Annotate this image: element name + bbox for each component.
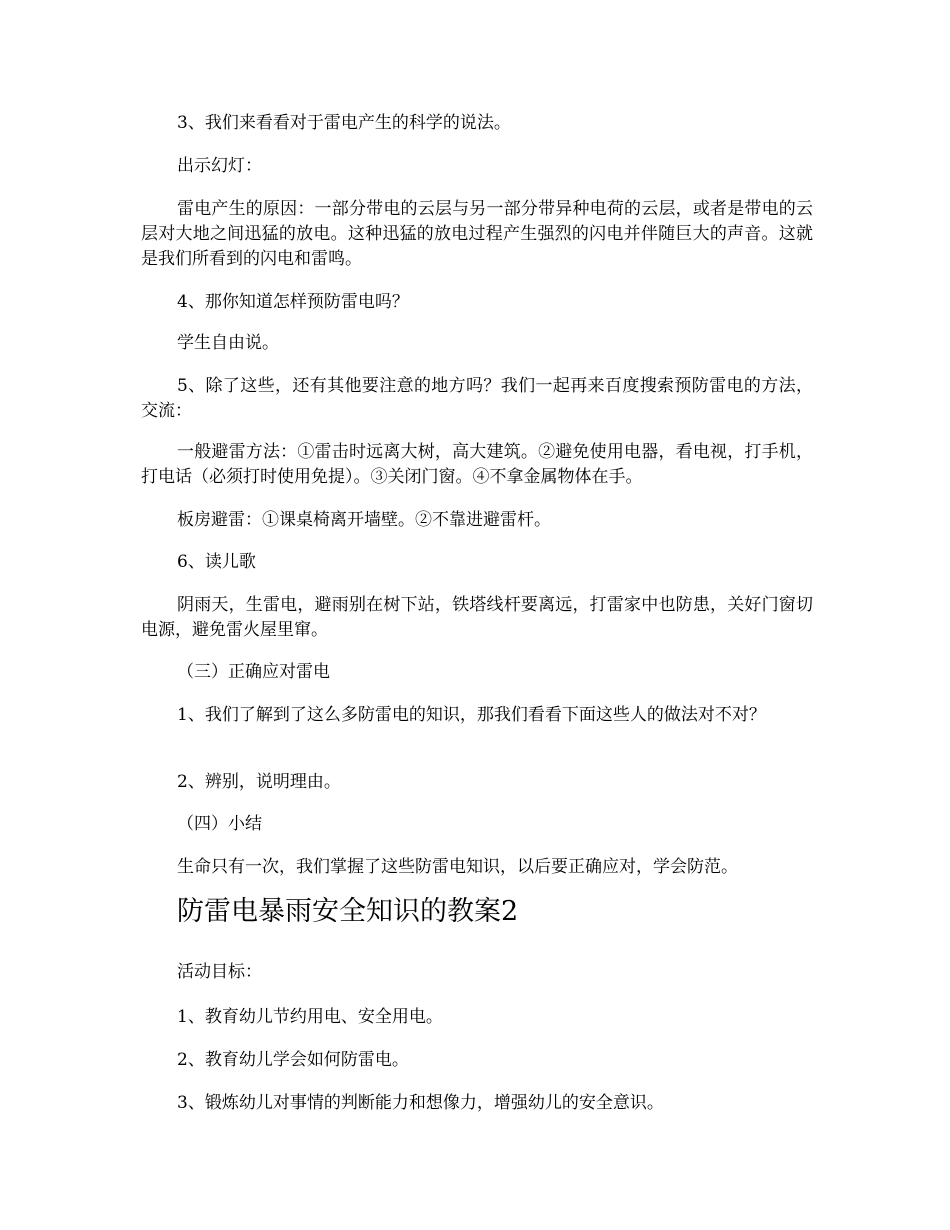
paragraph: 阴雨天，生雷电，避雨别在树下站，铁塔线杆要离远，打雷家中也防患，关好门窗切电源，避免雷火屋里窜。 bbox=[141, 595, 813, 640]
paragraph: 6、读儿歌 bbox=[177, 552, 256, 572]
paragraph: 生命只有一次，我们掌握了这些防雷电知识，以后要正确应对，学会防范。 bbox=[177, 857, 738, 877]
paragraph: 一般避雷方法：①雷击时远离大树，高大建筑。②避免使用电器，看电视，打手机，打电话（必须打时使用免提）。③关闭门窗。④不拿金属物体在手。 bbox=[141, 442, 813, 487]
paragraph: 4、那你知道怎样预防雷电吗？ bbox=[177, 292, 409, 312]
paragraph: 雷电产生的原因：一部分带电的云层与另一部分带异种电荷的云层，或者是带电的云层对大地之间迅猛的放电。这种迅猛的放电过程产生强烈的闪电并伴随巨大的声音。这就是我们所看到的闪电和雷鸣。 bbox=[141, 199, 813, 269]
section-heading: 防雷电暴雨安全知识的教案2 bbox=[177, 896, 519, 927]
section-subheading: （三）正确应对雷电 bbox=[177, 662, 330, 682]
paragraph: 2、辨别，说明理由。 bbox=[177, 772, 341, 792]
list-item: 2、教育幼儿学会如何防雷电。 bbox=[177, 1050, 409, 1070]
list-item: 3、锻炼幼儿对事情的判断能力和想像力，增强幼儿的安全意识。 bbox=[177, 1093, 664, 1113]
paragraph: 出示幻灯： bbox=[177, 156, 262, 176]
paragraph: 3、我们来看看对于雷电产生的科学的说法。 bbox=[177, 113, 511, 133]
paragraph: 1、我们了解到了这么多防雷电的知识，那我们看看下面这些人的做法对不对？ bbox=[177, 705, 766, 725]
paragraph: 5、除了这些，还有其他要注意的地方吗？我们一起再来百度搜索预防雷电的方法，交流： bbox=[141, 376, 813, 421]
paragraph: 板房避雷：①课桌椅离开墙壁。②不靠进避雷杆。 bbox=[177, 510, 551, 530]
list-item: 1、教育幼儿节约用电、安全用电。 bbox=[177, 1007, 443, 1027]
section-subheading: （四）小结 bbox=[177, 814, 262, 834]
paragraph: 活动目标： bbox=[177, 962, 262, 982]
paragraph: 学生自由说。 bbox=[177, 333, 279, 353]
